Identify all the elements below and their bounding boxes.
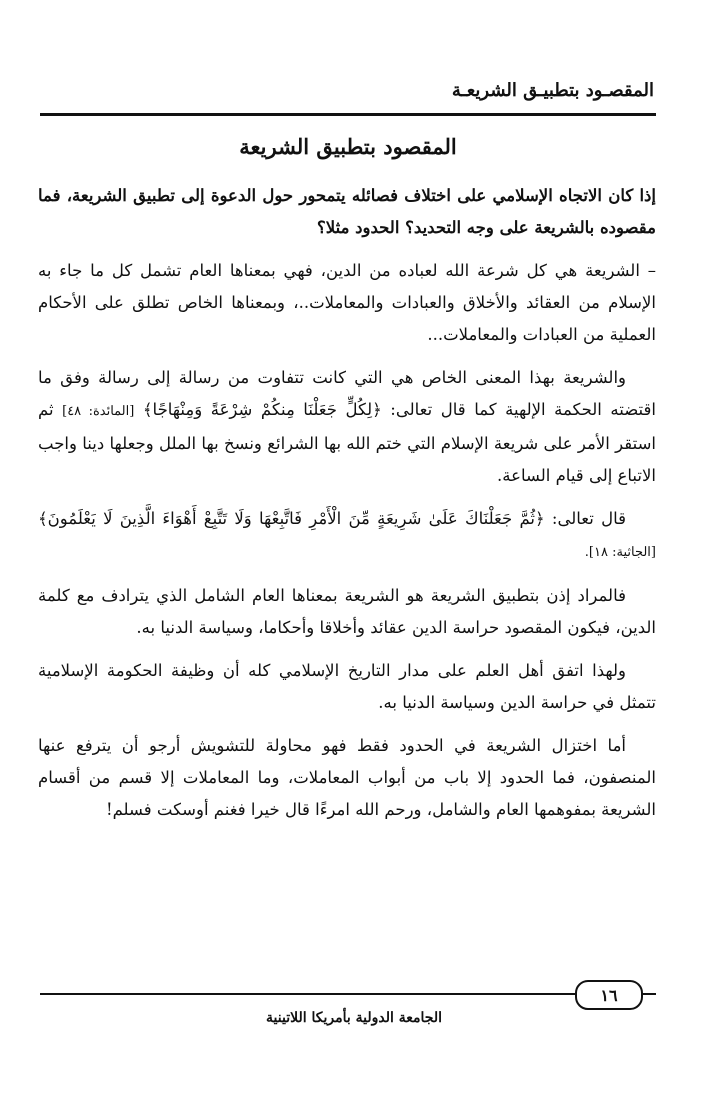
quran-reference-maidah: [المائدة: ٤٨] (62, 404, 135, 419)
running-header: المقصـود بتطبيـق الشريعـة (451, 80, 654, 101)
paragraph-special-meaning (38, 362, 656, 492)
quran-reference-jathiya: [الجاثية: ١٨]. (584, 545, 656, 560)
footer-institution: الجامعة الدولية بأمريكا اللاتينية (266, 1010, 442, 1026)
body-text (38, 180, 656, 837)
paragraph-special-meaning-text: والشريعة بهذا المعنى الخاص هي التي كانت تتفاوت من رسالة إلى رسالة وفق ما اقتضته الحكمة الإلهية كما قال تعالى: ﴿لِكُلٍّ جَعَلْنَا مِنكُمْ شِرْعَةً وَمِنْهَاجًا﴾ (38, 368, 657, 419)
paragraph-quran-verse (38, 503, 656, 569)
paragraph-definition: – الشريعة هي كل شرعة الله لعباده من الدين، فهي بمعناها العام تشمل كل ما جاء به الإسلام من العقائد والأخلاق والعبادات والمعاملات..، وبمعناها الخاص تطلق على الأحكام العملية من العبادات والمعاملات... (38, 261, 656, 344)
quran-verse-jathiya: قال تعالى: ﴿ثُمَّ جَعَلْنَاكَ عَلَىٰ شَرِيعَةٍ مِّنَ الْأَمْرِ فَاتَّبِعْهَا وَلَا تَتَّبِعْ أَهْوَاءَ الَّذِينَ لَا يَعْلَمُونَ﴾ (38, 509, 626, 528)
header-rule (40, 113, 656, 116)
paragraph-meaning-conclusion: فالمراد إذن بتطبيق الشريعة هو الشريعة بمعناها العام الشامل الذي يترادف مع كلمة الدين، فيكون المقصود حراسة الدين عقائد وأخلاقا وأحكاما، وسياسة الدنيا به. (38, 586, 656, 637)
page-title: المقصود بتطبيق الشريعة (239, 134, 457, 159)
footer-rule (40, 993, 656, 995)
paragraph-scholars-agreement: ولهذا اتفق أهل العلم على مدار التاريخ الإسلامي كله أن وظيفة الحكومة الإسلامية تتمثل في حراسة الدين وسياسة الدنيا به. (38, 661, 656, 712)
page-number: ١٦ (575, 980, 643, 1010)
paragraph-hudud-reduction: أما اختزال الشريعة في الحدود فقط فهو محاولة للتشويش أرجو أن يترفع عنها المنصفون، فما الحدود إلا باب من أبواب المعاملات، وما المعاملات إلا قسم من أقسام الشريعة بمفوهمها العام والشامل، ورحم الله امرءًا قال خيرا فغنم أوسكت فسلم! (38, 736, 656, 819)
paragraph-question: إذا كان الاتجاه الإسلامي على اختلاف فصائله يتمحور حول الدعوة إلى تطبيق الشريعة، فما مقصوده بالشريعة على وجه التحديد؟ الحدود مثلا؟ (38, 186, 656, 237)
paragraph-special-meaning-continuation: ثم استقر الأمر على شريعة الإسلام التي ختم الله بها الشرائع ونسخ بها الملل وجعلها دينا واجب الاتباع إلى قيام الساعة. (38, 400, 656, 485)
